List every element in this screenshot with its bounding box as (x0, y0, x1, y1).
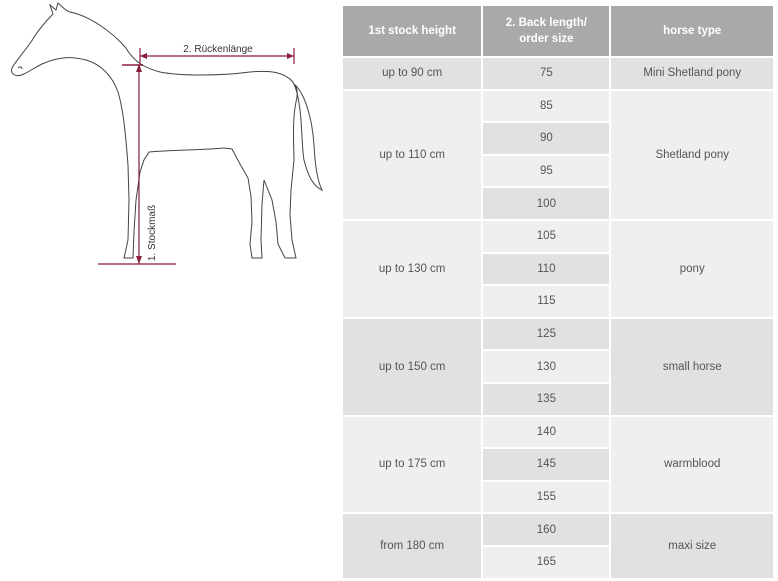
table-row (343, 319, 773, 350)
size-cell: 90 (483, 123, 609, 154)
size-cell: 135 (483, 384, 609, 415)
size-cell: 140 (483, 417, 609, 448)
stock-height-cell: up to 110 cm (343, 91, 481, 219)
size-cell: 105 (483, 221, 609, 252)
size-cell: 130 (483, 351, 609, 382)
header-horse-type: horse type (611, 6, 773, 56)
size-cell: 95 (483, 156, 609, 187)
size-cell: 110 (483, 254, 609, 285)
table-row (343, 91, 773, 122)
size-cell: 145 (483, 449, 609, 480)
size-cell: 100 (483, 188, 609, 219)
size-cell: 165 (483, 547, 609, 578)
size-cell: 160 (483, 514, 609, 545)
back-length-arrow-right-icon (287, 53, 294, 59)
stock-height-cell: up to 130 cm (343, 221, 481, 317)
size-cell: 115 (483, 286, 609, 317)
stock-height-cell: up to 175 cm (343, 417, 481, 513)
size-table (341, 4, 775, 580)
size-cell: 125 (483, 319, 609, 350)
back-length-arrow-left-icon (140, 53, 147, 59)
horse-type-cell: Mini Shetland pony (611, 58, 773, 89)
horse-measurement-diagram (0, 0, 330, 280)
header-back-length (483, 6, 609, 56)
stock-height-cell: up to 90 cm (343, 58, 481, 89)
size-cell: 155 (483, 482, 609, 513)
back-length-label: 2. Rückenlänge (183, 44, 253, 55)
table-row (343, 58, 773, 89)
horse-illustration (0, 0, 330, 280)
horse-outline-icon (12, 3, 322, 258)
header-back-length-line1: 2. Back length/ (505, 17, 587, 29)
size-cell: 75 (483, 58, 609, 89)
horse-type-cell: Shetland pony (611, 91, 773, 219)
table-row (343, 221, 773, 252)
header-back-length-line2: order size (519, 33, 574, 45)
nostril-icon (18, 67, 22, 69)
table-header-row (343, 6, 773, 56)
stock-height-cell: up to 150 cm (343, 319, 481, 415)
size-cell: 85 (483, 91, 609, 122)
stock-height-cell: from 180 cm (343, 514, 481, 577)
table-row (343, 514, 773, 545)
stock-height-arrow-bottom-icon (136, 256, 142, 264)
horse-type-cell: maxi size (611, 514, 773, 577)
header-stock-height: 1st stock height (343, 6, 481, 56)
horse-type-cell: pony (611, 221, 773, 317)
horse-type-cell: small horse (611, 319, 773, 415)
horse-type-cell: warmblood (611, 417, 773, 513)
table-row (343, 417, 773, 448)
stock-height-label: 1. Stockmaß (147, 204, 158, 262)
